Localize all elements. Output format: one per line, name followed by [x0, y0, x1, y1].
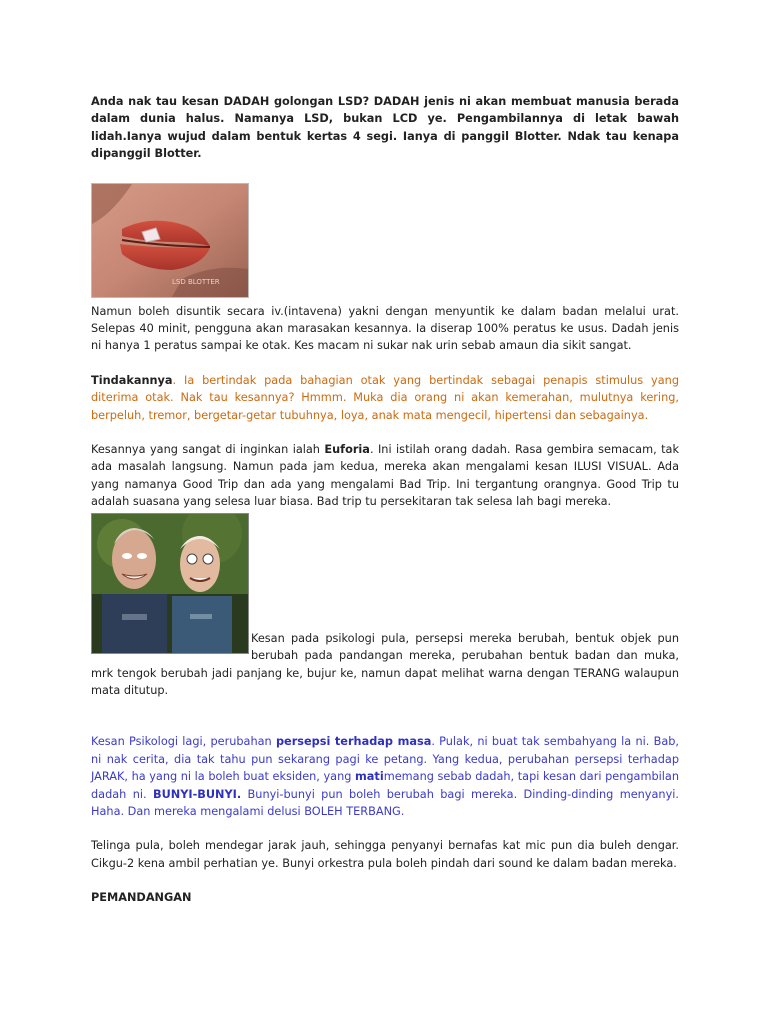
tindakan-dot: .: [172, 373, 177, 387]
euforia-bold: Euforia: [324, 443, 370, 457]
euforia-text-2: . Ini istilah orang dadah. Rasa gembira semacam, tak ada masalah langsung. Namun pada jam kedua, mereka akan mengalami kesan ILUSI VISUAL. Ada yang namanya Good Trip dan ada yang mengalami Bad Trip. Ini tergantung orangnya. Good Trip tu adalah suasana yang selesa luar biasa. Bad trip tu persekitaran tak selesa lah bagi mereka.: [91, 443, 679, 509]
persepsi-text-3: memang sebab dadah, tapi kesan dari pengambilan dadah ni.: [91, 770, 680, 801]
persepsi-bold-1: persepsi terhadap masa: [275, 735, 432, 749]
tindakan-text: Ia bertindak pada bahagian otak yang bertindak sebagai penapis stimulus yang diterima otak. Nak tau kesannya? Hmmm. Muka dia orang ni akan kemerahan, mulutnya kering, berpeluh, tremor, bergetar-getar tubuhnya, loya, anak mata mengecil, hipertensi dan sebagainya.: [91, 373, 679, 422]
persepsi-text-4: Bunyi-bunyi pun boleh berubah bagi mereka. Dinding-dinding menyanyi. Haha. Dan mereka mengalami delusi BOLEH TERBANG.: [91, 787, 679, 818]
paragraph-persepsi: [91, 733, 679, 820]
euforia-text-1: Kesannya yang sangat di inginkan ialah: [91, 443, 325, 457]
paragraph-telinga: Telinga pula, boleh mendegar jarak jauh, sehingga penyanyi bernafas kat mic pun dia buleh dengar. Cikgu-2 kena ambil perhatian ye. Bunyi orkestra pula boleh pindah dari sound ke dalam badan mereka.: [91, 839, 679, 870]
cartoon-characters-image: [91, 513, 249, 654]
tindakan-heading: Tindakannya: [91, 373, 173, 387]
persepsi-text-2: . Pulak, ni buat tak sembahyang la ni. Bab, ni nak cerita, dia tak tahu pun sekarang pagi ke petang. Yang kedua, perubahan persepsi terhadap JARAK, ha yang ni la boleh buat eksiden, yang: [91, 735, 679, 784]
lsd-blotter-image: [91, 183, 249, 298]
paragraph-injection: Namun boleh disuntik secara iv.(intavena) yakni dengan menyuntik ke dalam badan melalui urat. Selepas 40 minit, pengguna akan marasakan kesannya. Ia diserap 100% peratus ke usus. Dadah jenis ni hanya 1 peratus sampai ke otak. Kes macam ni sukar nak urin sebab amaun dia sikit sangat.: [91, 304, 679, 353]
paragraph-tindakan: [91, 372, 679, 424]
article: [91, 93, 679, 907]
paragraph-psikologi: Kesan pada psikologi pula, persepsi mereka berubah, bentuk objek pun berubah pada pandangan mereka, perubahan bentuk badan dan muka, mrk tengok berubah jadi panjang ke, bujur ke, namun dapat melihat warna dengan TERANG walaupun mata ditutup.: [91, 631, 679, 697]
persepsi-text-1: Kesan Psikologi lagi, perubahan: [91, 735, 276, 749]
image-caption: LSD BLOTTER: [172, 277, 220, 286]
persepsi-bold-2: mati: [355, 770, 384, 784]
persepsi-bold-3: BUNYI-BUNYI.: [152, 787, 242, 801]
intro-paragraph: Anda nak tau kesan DADAH golongan LSD? DADAH jenis ni akan membuat manusia berada dalam dunia halus. Namanya LSD, bukan LCD ye. Pengambilannya di letak bawah lidah.Ianya wujud dalam bentuk kertas 4 segi. Ianya di panggil Blotter. Ndak tau kenapa dipanggil Blotter.: [91, 95, 679, 161]
paragraph-euforia: [91, 441, 679, 511]
section-heading-pemandangan: PEMANDANGAN: [91, 891, 192, 905]
